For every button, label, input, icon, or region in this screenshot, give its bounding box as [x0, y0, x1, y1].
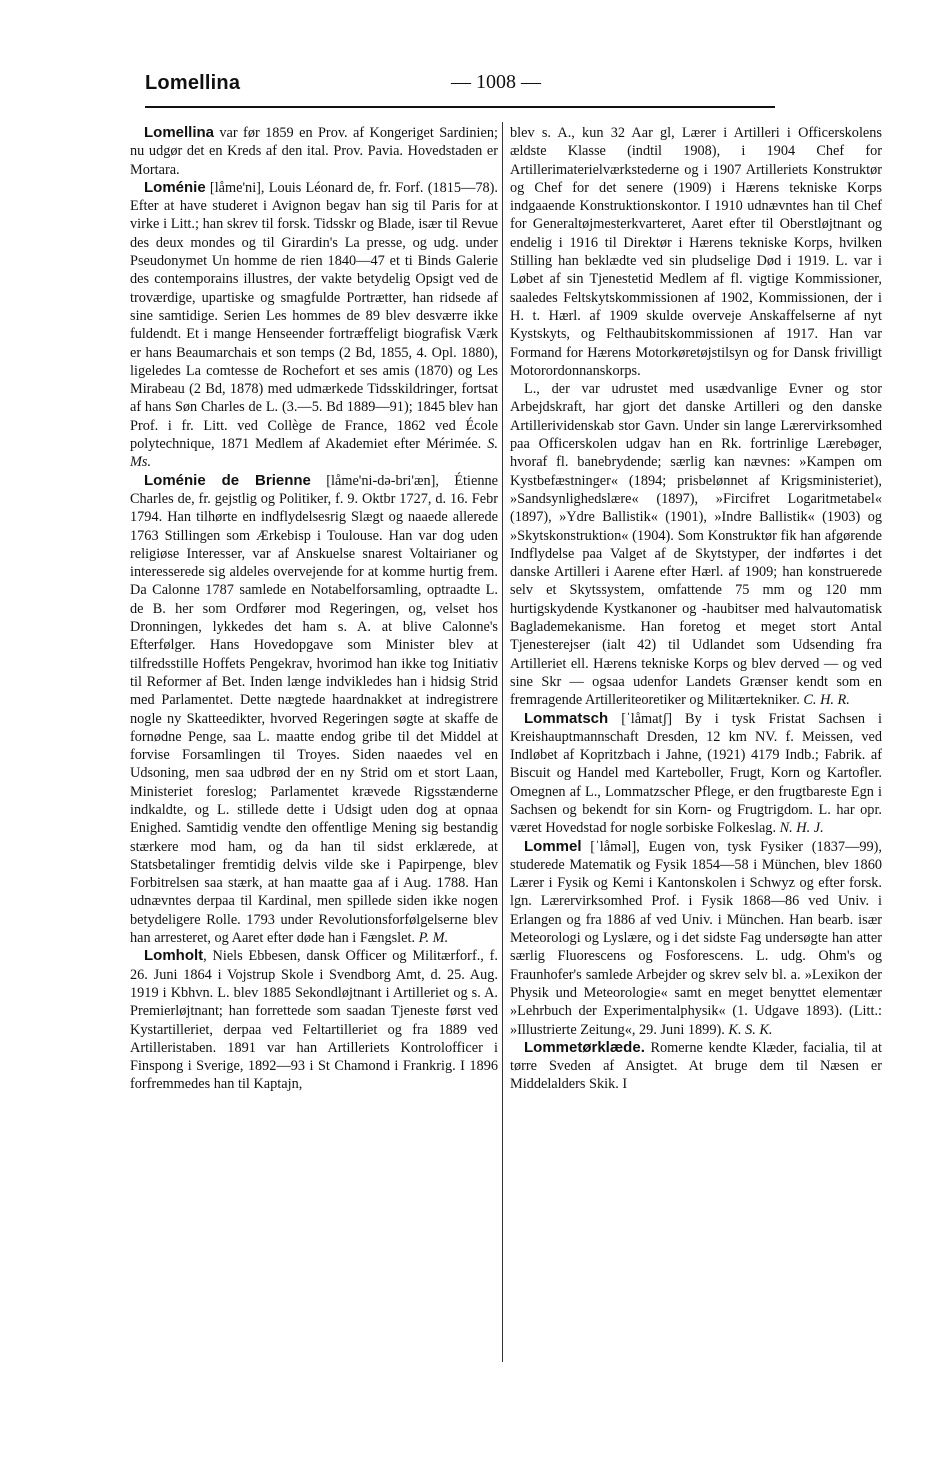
entry-text: Romerne kendte Klæder, facialia, til at tørre Sveden af Ansigtet. At bruge dem til Næsen er Middelalders Skik. I	[510, 1039, 882, 1093]
entry-text: [ˈlåmatʃ] By i tysk Fristat Sachsen i Kreishauptmannschaft Dresden, 12 km NV. f. Meissen, ved Indløbet af Kopritzbach i Jahne, (1921) 4179 Indb.; Fabrik. af Biscuit og Handel med Karteboller, Frugt, Korn og Kartofler. Omegnen af L., Lommatzscher Pflege, er den frugtbareste Egn i Sachsen og bekendt for sin Korn- og Frugtrigdom. L. har opr. været Hovedstad for nogle sorbiske Folkeslag.	[510, 710, 882, 837]
headword: Loménie	[144, 178, 206, 196]
entry-lommatsch	[510, 710, 882, 838]
headword: Lommatsch	[524, 709, 609, 727]
entry-lomholt	[130, 947, 498, 1093]
author-signature: P. M.	[418, 930, 449, 947]
running-head-word: Lomellina	[145, 72, 241, 94]
headword: Lommetørklæde.	[524, 1038, 645, 1056]
entry-lomenie-de-brienne	[130, 472, 498, 948]
entry-text: blev s. A., kun 32 Aar gl, Lærer i Artilleri i Officerskolens ældste Klasse (indtil 1908), i 1904 Chef for Artillerimaterielværkstederne og i 1907 Artilleriets Konstruktør og Chef for det senere (1909) i Hærens tekniske Korps indgaaende Konstruktionskontor. I 1910 udnævntes han til Chef for Generaltøjmesterkvarteret, Aaret efter til Oberstløjtnant og endelig i 1916 til Direktør i Hærens tekniske Korps, hvilken Stilling han beklædte ved sin pludselige Død i 1919. L. var i Løbet af sin Tjenestetid Medlem af fl. vigtige Kommissioner, saaledes Feltskytskommissionen af 1902, Kommissionen, der i H. t. Hærl. af 1909 skulde overveje Anskaffelserne af nyt Kystskyts, og Felthaubitskommissionen af 1917. Han var Formand for Hærens Motorkøretøjstilsyn og for Dansk frivilligt Motorordonnanskorps.	[510, 125, 882, 379]
author-signature: S. Ms.	[130, 436, 499, 471]
column-separator	[502, 122, 503, 1362]
author-signature: N. H. J.	[779, 820, 824, 837]
page-header	[145, 70, 770, 104]
headword: Loménie de Brienne	[144, 471, 311, 489]
author-signature: K. S. K.	[728, 1021, 773, 1038]
right-column	[510, 124, 882, 1094]
entry-text: [låme'ni], Louis Léonard de, fr. Forf. (1815—78). Efter at have studeret i Avignon begav han sig til Paris for at virke i Litt.; han skrev til forsk. Tidsskr og Blade, især til Revue des deux mondes og til Girardin's La presse, og udg. under Pseudonymet Un homme de rien 1840—47 et ti Binds Galerie des contemporains illustres, der vakte betydelig Opsigt ved de troværdige, upartiske og smagfulde Portrætter, han ridsede af sine samtidige. Serien Les hommes de 89 blev desværre ikke fuldendt. Et i mange Henseender fortræffeligt biografisk Værk er hans Beaumarchais et son temps (2 Bd, 1855, 4. Opl. 1880), ligeledes La comtesse de Rochefort et ses amis (1870) og Les Mirabeau (2 Bd, 1878) med udmærkede Tidsskildringer, fortsat af hans Søn Charles de L. (3.—5. Bd 1889—91); 1845 blev han Prof. i fr. Litt. ved Collège de France, 1862 ved École polytechnique, 1871 Medlem af Akademiet efter Mérimée.	[130, 179, 498, 453]
entry-lommetorklaede	[510, 1039, 882, 1094]
entry-text: var før 1859 en Prov. af Kongeriget Sardinien; nu udgør det en Kreds af den ital. Prov. Pavia. Hovedstaden er Mortara.	[130, 125, 498, 178]
entry-lomenie	[130, 179, 498, 472]
entry-lommel	[510, 838, 882, 1039]
left-column	[130, 124, 498, 1094]
entry-text: [ˈlåməl], Eugen von, tysk Fysiker (1837—99), studerede Matematik og Fysik 1854—58 i München, blev 1860 Lærer i Fysik og Kemi i Kantonskolen i Schwyz og efter forsk. lgn. Lærervirksomhed Prof. i Fysik 1868—86 ved Univ. i Erlangen og fra 1886 af ved Univ. i München. Han bearb. især Meteorologi og Lyslære, og i det sidste Fag undersøgte han atter særlig Fluorescens og Fosforescens. L. udg. Ohm's og Fraunhofer's samlede Arbejder og skrev selv bl. a. »Lexikon der Physik und Meteorologie« samt en meget benyttet elementær »Lehrbuch der Experimentalphysik« (1. Udgave 1893). (Litt.: »Illustrierte Zeitung«, 29. Juni 1899).	[510, 838, 882, 1038]
author-signature: C. H. R.	[803, 692, 850, 709]
entry-text: [låme'ni-də-bri'æn], Étienne Charles de, fr. gejstlig og Politiker, f. 9. Oktbr 1727, d. 16. Febr 1794. Han tilhørte en indflydelsesrig Slægt og naaede allerede 1763 Stillingen som Ærkebisp i Toulouse. Han var dog uden religiøse Interesser, var af Anskuelse snarest Voltairianer og interesserede sig aldeles overvejende for at komme hurtig frem. Da Calonne 1787 samlede en Notabelforsamling, optraadte L. de B. her som Ordfører mod Regeringen, og, velset hos Dronningen, lykkedes det ham s. A. at blive Calonne's Efterfølger. Hans Hovedopgave som Minister blev at tilfredsstille Hoffets Pengekrav, hvorimod han ikke tog Initiativ til Reformer af Bet. Inden længe indvikledes han i hidsig Strid med Parlamentet. Dette nægtede haardnakket at indregistrere nogle ny Skatteedikter, hvorved Regeringen søgte at skaffe de fornødne Penge, saa L. maatte endog gribe til det Middel at forvise Forsamlingen til Troyes. Siden naaedes vel en Udsoning, men saa udbrød der en ny Strid om et stort Laan, Ministeriet foreslog; Parlamentet krævede Rigsstænderne indkaldte, og L. stillede dette i Udsigt uden dog at opnaa Enighed. Samtidig vendte den offentlige Mening sig bestandig stærkere mod ham, og da han til sidst erklærede, at Statsbetalinger fremtidig delvis vilde ske i Papirpenge, blev Forbitrelsen saa stærk, at han maatte gaa af i Aug. 1788. Han udnævntes derpaa til Kardinal, men spillede siden ikke nogen betydeligere Rolle. 1793 under Revolutionsforfølgelserne blev han arresteret, og Aaret efter døde han i Fængslet.	[130, 472, 498, 947]
entry-lomellina	[130, 124, 498, 179]
headword: Lommel	[524, 837, 582, 855]
entry-lomholt-paragraph	[510, 380, 882, 709]
entry-lomholt-continued	[510, 124, 882, 380]
header-rule	[145, 106, 775, 108]
entry-text: L., der var udrustet med usædvanlige Evner og stor Arbejdskraft, har gjort det danske Artilleri og den danske Artillerividenskab stor Gavn. Under sin lange Lærervirksomhed paa Officerskolen udgav han en Rk. fortrinlige Lærebøger, hvoraf fl. banebrydende; særlig kan nævnes: »Kampen om Kystbefæstninger« (1894; prisbelønnet af Krigsministeriet), »Sandsynlighedslære« (1897), »Fircifret Logaritmetabel« (1897), »Ydre Ballistik« (1901), »Indre Ballistik« (1903) og »Skytskonstruktion« (1904). Som Konstruktør fik han afgørende Indflydelse paa Valget af de Skytstyper, der indførtes i det danske Artilleri i Aarene efter Hærl. af 1909; han konstruerede selv et Skytssystem, omfattende 75 mm og 120 mm hurtigskydende Kystkanoner og -haubitser med halvautomatisk Baglademekanisme. Han foretog et meget stort Antal Tjenesterejser (ialt 42) til Udlandet som Udsending fra Artilleriet ell. Hærens tekniske Korps og blev derved — og ved sine Skr — ogsaa udenfor Landets Grænser kendt som en fremragende Artilleriteoretiker og Militærtekniker.	[510, 381, 882, 709]
entry-text: , Niels Ebbesen, dansk Officer og Militærforf., f. 26. Juni 1864 i Vojstrup Skole i Svendborg Amt, d. 25. Aug. 1919 i Kbhvn. L. blev 1885 Sekondløjtnant i Artilleriet og s. A. Premierløjtnant; han forrettede som saadan Tjeneste først ved Kystartilleriet, derpaa ved Feltartilleriet og fra 1889 ved Artilleristaben. 1891 var han Artilleriets Kontrolofficer i Finspong i Sverige, 1892—93 i St Chamond i Frankrig. I 1896 forfremmedes han til Kaptajn,	[130, 948, 498, 1093]
headword: Lomholt	[144, 947, 204, 965]
page-number: — 1008 —	[451, 71, 541, 93]
headword: Lomellina	[144, 124, 215, 141]
